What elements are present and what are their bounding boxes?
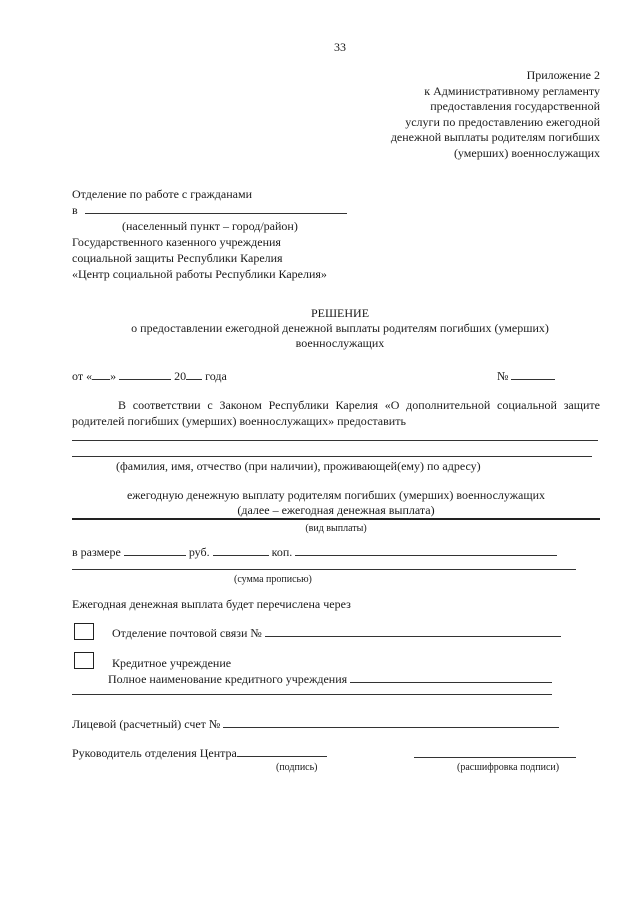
date-day-field[interactable] <box>92 368 110 380</box>
option-post-label: Отделение почтовой связи № <box>112 626 262 640</box>
head-label: Руководитель отделения Центра <box>72 746 237 760</box>
department-line: социальной защиты Республики Карелия <box>72 251 283 265</box>
payment-line2: (далее – ежегодная денежная выплата) <box>237 503 435 517</box>
appendix-line: Приложение 2 <box>526 68 600 82</box>
law-text: В соответствии с Законом Республики Карелия «О дополнительной социальной защите родителей погибших (умерших) военнослужащих» предоставить <box>72 398 600 428</box>
type-hint: (вид выплаты) <box>305 523 367 534</box>
date-month-field[interactable] <box>119 368 171 380</box>
payment-type-line <box>72 518 600 520</box>
date-year-suffix: года <box>205 369 227 383</box>
amount-extra-field[interactable] <box>295 544 557 556</box>
date-year-label: 20 <box>174 369 187 383</box>
date-row <box>72 368 227 384</box>
amount-rub-field[interactable] <box>124 544 186 556</box>
department-line: «Центр социальной работы Республики Карелия» <box>72 267 327 281</box>
person-hint: (фамилия, имя, отчество (при наличии), проживающей(ему) по адресу) <box>116 459 481 473</box>
department-locality-row <box>72 202 347 218</box>
post-number-field[interactable] <box>265 625 561 637</box>
appendix-header <box>391 68 600 161</box>
date-from-label: от « <box>72 369 93 383</box>
post-row <box>112 625 561 641</box>
decision-number-field[interactable] <box>511 368 555 380</box>
signature-decode-hint: (расшифровка подписи) <box>457 762 560 773</box>
credit-name-row <box>108 671 552 687</box>
head-row <box>72 745 327 761</box>
amount-row <box>72 544 557 560</box>
kop-label: коп. <box>271 545 293 559</box>
appendix-line: услуги по предоставлению ежегодной <box>405 114 600 129</box>
department-block <box>72 186 347 282</box>
appendix-line: (умерших) военнослужащих <box>453 145 600 160</box>
department-line: Отделение по работе с гражданами <box>72 187 252 201</box>
department-line: Государственного казенного учреждения <box>72 235 281 249</box>
appendix-line: денежной выплаты родителям погибших <box>390 130 600 144</box>
rub-label: руб. <box>188 545 210 559</box>
checkbox-credit[interactable] <box>74 652 94 669</box>
signature-field[interactable] <box>237 745 327 757</box>
account-field[interactable] <box>223 716 559 728</box>
person-line-1[interactable] <box>72 440 598 441</box>
law-paragraph <box>72 397 600 429</box>
date-year-field[interactable] <box>186 368 202 380</box>
appendix-line: предоставления государственной <box>430 99 600 113</box>
date-mid-label: » <box>110 369 117 383</box>
locality-field[interactable] <box>85 202 347 214</box>
transfer-text: Ежегодная денежная выплата будет перечислена через <box>72 597 351 611</box>
locality-hint: (населенный пункт – город/район) <box>122 219 298 233</box>
page-number: 33 <box>334 40 346 54</box>
credit-name-line[interactable] <box>72 694 552 695</box>
credit-name-field[interactable] <box>350 671 552 683</box>
amount-kop-field[interactable] <box>213 544 269 556</box>
person-line-2[interactable] <box>72 456 592 457</box>
amount-words-line[interactable] <box>72 569 576 570</box>
amount-hint: (сумма прописью) <box>234 574 312 585</box>
payment-line1: ежегодную денежную выплату родителям погибших (умерших) военнослужащих <box>126 488 546 502</box>
account-row <box>72 716 559 732</box>
checkbox-post[interactable] <box>74 623 94 640</box>
decision-title: РЕШЕНИЕ <box>310 306 370 320</box>
decision-number-row <box>497 368 555 384</box>
decision-subtitle: о предоставлении ежегодной денежной выплаты родителям погибших (умерших) военнослужащих <box>131 321 549 350</box>
number-sign: № <box>497 369 509 383</box>
signature-hint: (подпись) <box>276 762 318 773</box>
amount-prefix: в размере <box>72 545 121 559</box>
appendix-line: к Административному регламенту <box>424 83 600 98</box>
signature-decode-line[interactable] <box>414 757 576 758</box>
department-prefix: в <box>72 203 78 217</box>
credit-full-name-label: Полное наименование кредитного учреждения <box>108 672 348 686</box>
option-credit-label: Кредитное учреждение <box>112 656 232 670</box>
account-label: Лицевой (расчетный) счет № <box>72 717 221 731</box>
